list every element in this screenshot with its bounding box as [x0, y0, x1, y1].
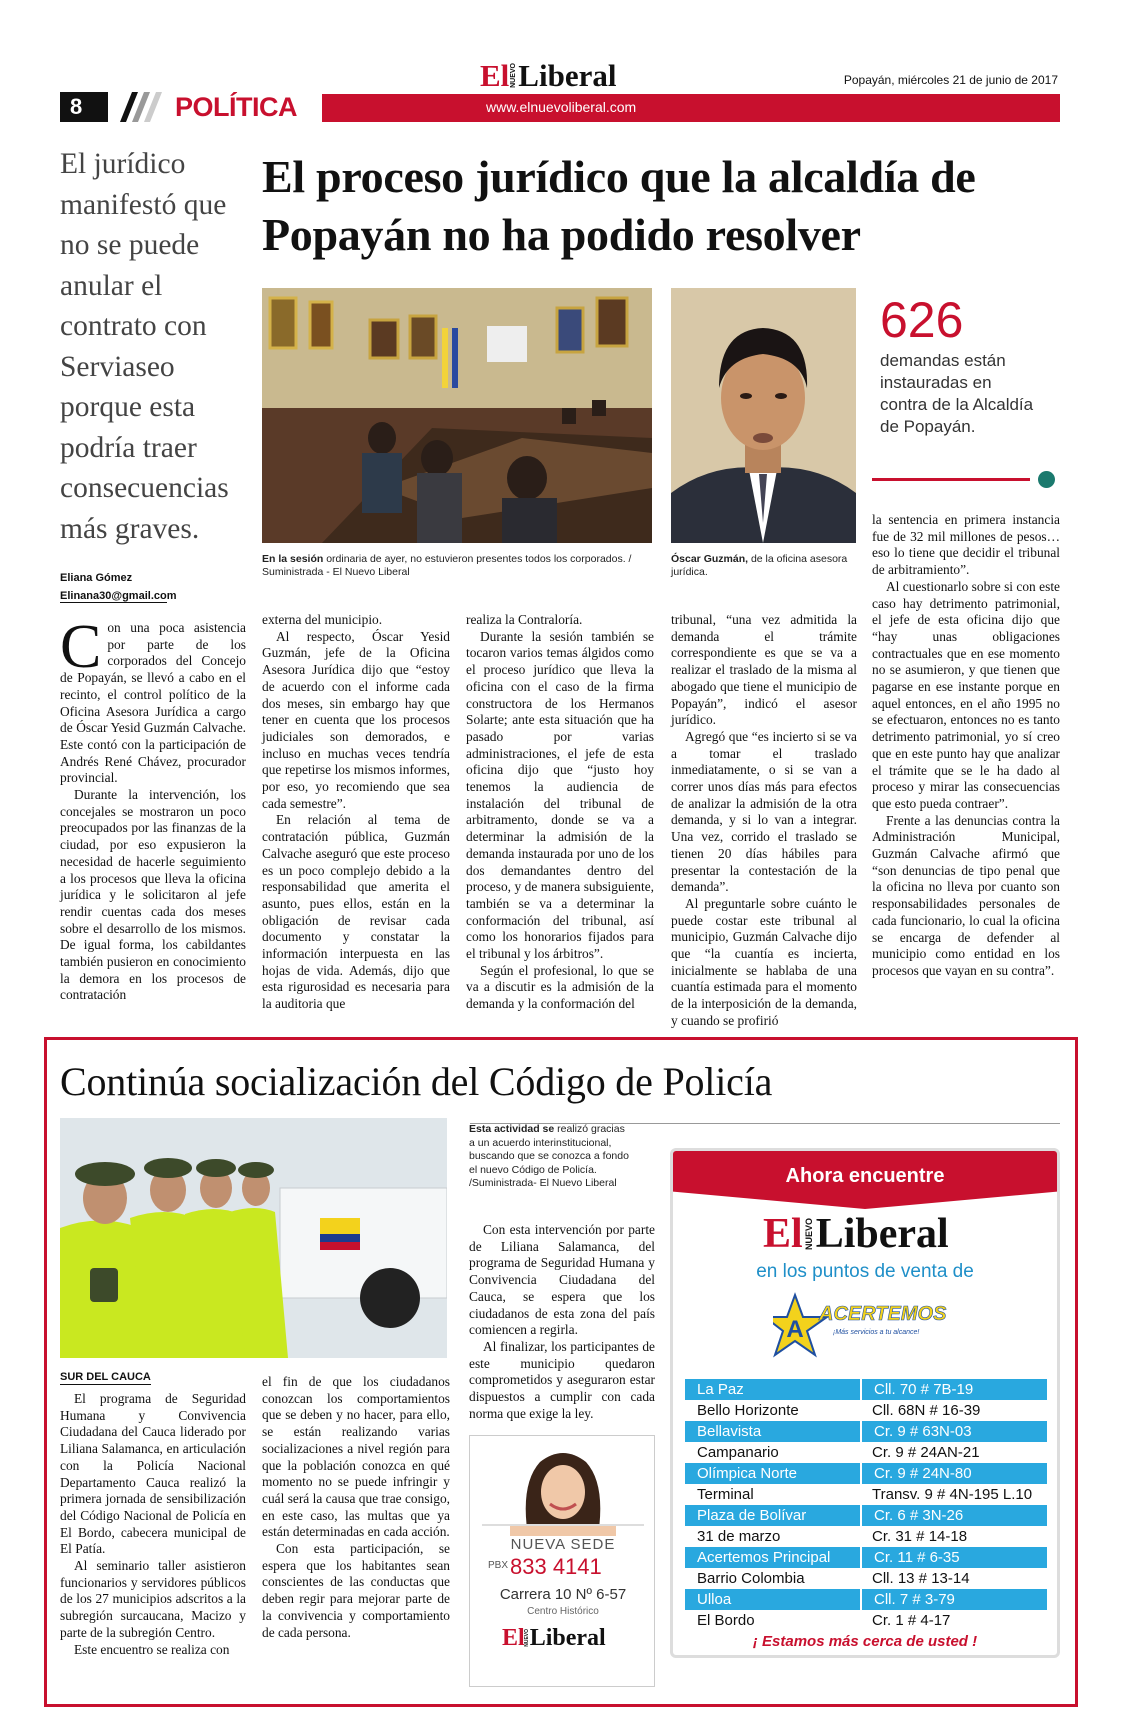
- woman-photo: [510, 1444, 616, 1536]
- acertemos-star-icon: [773, 1291, 953, 1361]
- sale-point-address: Cll. 7 # 3-79: [860, 1589, 1047, 1610]
- portrait-image: [671, 288, 856, 543]
- article2-headline: Continúa socialización del Código de Policía: [60, 1059, 773, 1104]
- logo-liberal: Liberal: [529, 1625, 606, 1651]
- paragraph: Al preguntarle sobre cuánto le puede costar este tribunal al municipio, Guzmán Calvache dijo que “la cuantía es incierta, inicialmente se hablaba de una cuantía estimada para el momento de la interposición de la demanda, y cuando se profirió: [671, 895, 857, 1028]
- section-slash-icon: [112, 92, 162, 122]
- sale-point-name: Terminal: [697, 1486, 754, 1503]
- issue-date: Popayán, miércoles 21 de junio de 2017: [843, 73, 1058, 87]
- council-session-photo: [262, 288, 652, 543]
- caption-text: realizó gracias a un acuerdo interinstitucional, buscando que se conozca a fondo el nuevo Código de Policía. /Suministrada- El Nuevo Liberal: [469, 1123, 629, 1189]
- article2-kicker: SUR DEL CAUCA: [60, 1371, 151, 1383]
- sale-point-address: Cll. 70 # 7B-19: [860, 1379, 1047, 1400]
- stat-divider: [872, 478, 1030, 481]
- points-of-sale-list: [685, 1379, 1047, 1631]
- article1-column-3: [466, 612, 654, 1013]
- section-title: POLÍTICA: [175, 92, 297, 122]
- ad-footer: ¡ Estamos más cerca de usted !: [752, 1633, 978, 1650]
- article1-column-2: [262, 612, 450, 1013]
- author-name: Eliana Gómez: [60, 572, 133, 584]
- paragraph: Al respecto, Óscar Yesid Guzmán, jefe de la Oficina Asesora Jurídica dijo que “estoy de acuerdo con el informe cada dos meses, sin embargo hay que tener en cuenta que los procesos judiciales son demorados, e incluso en muchas veces tendría que repetirse los mismos informes, por eso, yo recomiendo que sea cada semestre”.: [262, 628, 450, 811]
- paragraph: Según el profesional, lo que se va a discutir es la admisión de la demanda y la conformación del: [466, 962, 654, 1012]
- sale-point-address: Cr. 11 # 6-35: [860, 1547, 1047, 1568]
- ad-logo: [763, 1213, 949, 1255]
- portrait-photo: [671, 288, 856, 543]
- sale-point-name: La Paz: [685, 1379, 860, 1400]
- pull-quote: El jurídico manifestó que no se puede anular el contrato con Serviaseo porque esta podría traer consecuencias más graves.: [60, 148, 229, 545]
- sale-point-address: Transv. 9 # 4N-195 L.10: [872, 1486, 1033, 1503]
- paragraph: Con esta intervención por parte de Liliana Salamanca, del programa de Seguridad Humana y Convivencia Ciudadana del Cauca, se espera que los ciudadanos de esta zona del país comiencen a regirla.: [469, 1222, 655, 1338]
- paragraph: tribunal, “una vez admitida la demanda el trámite correspondiente es que se va a realizar el traslado de la misma al abogado que tiene el municipio de Popayán”, indicó el asesor jurídico.: [671, 612, 857, 728]
- sale-point-address: Cr. 9 # 63N-03: [860, 1421, 1047, 1442]
- sale-point-row: [685, 1484, 1047, 1505]
- paragraph: Con esta participación, se espera que los habitantes sean conscientes de las conductas que deben regir para mejorar parte de la convivencia y comportamiento de cada persona.: [262, 1541, 450, 1640]
- sede-title: NUEVA SEDE: [510, 1536, 616, 1553]
- stat-text: demandas están instauradas en contra de la Alcaldía de Popayán.: [880, 351, 1034, 436]
- paragraph: Al cuestionarlo sobre si con este caso hay detrimento patrimonial, el jefe de esta oficina dijo que “hay unas obligaciones contractuales que en ese momento no se asumieron, y que tienen que pagarse en ese instante porque en aquel entonces, en el año 1995 no se efectuaron, entonces no es tanto detrimento patrimonial, yo sí creo que en este punto hay que analizar el trámite que se le ha dado al proceso y mirar las consecuencias que esto pueda contraer”.: [872, 578, 1060, 811]
- paragraph: Durante la intervención, los concejales se mostraron un poco preocupados por las finanzas de la ciudad, por eso expusieron la necesidad de hacerle seguimiento a los procesos que lleva la oficina jurídica y le solicitaron al jefe rendir cuentas cada dos meses sobre el desarrollo de los mismos. De igual forma, los cabildantes también pusieron en conocimiento la demora en los procesos de contratación: [60, 787, 246, 1003]
- caption-text: de la oficina asesora jurídica.: [671, 553, 848, 578]
- sale-point-name: 31 de marzo: [697, 1528, 781, 1545]
- svg-text:A: A: [786, 1316, 804, 1343]
- paragraph: on una poca asistencia por parte de los corporados del Concejo de Popayán, se llevó a cabo en el recinto, el control político de la Oficina Asesora Jurídica a cargo de Óscar Yesid Guzmán Calvache. Este contó con la participación de Andrés René Chávez, procurador provincial.: [60, 620, 246, 786]
- sale-point-address: Cr. 9 # 24N-80: [860, 1463, 1047, 1484]
- sede-area: Centro Histórico: [527, 1606, 599, 1617]
- paragraph: Al seminario taller asistieron funcionarios y servidores públicos de los 27 municipios adscritos a la subregión surcaucana, Macizo y parte de la subregión Centro.: [60, 1558, 246, 1640]
- council-session-image: [262, 288, 652, 543]
- ad-title: Ahora encuentre: [785, 1165, 945, 1187]
- article2-caption: [469, 1123, 629, 1191]
- police-photo: [60, 1118, 447, 1358]
- sale-point-name: Campanario: [697, 1444, 779, 1461]
- council-photo-caption: [262, 553, 652, 579]
- article2-column-2: [262, 1374, 450, 1641]
- sale-point-row: [685, 1610, 1047, 1631]
- article2-column-1: [60, 1391, 246, 1658]
- paragraph: Este encuentro se realiza con: [74, 1641, 230, 1657]
- police-image: [60, 1118, 447, 1358]
- sale-point-name: Acertemos Principal: [685, 1547, 860, 1568]
- sale-point-address: Cr. 31 # 14-18: [872, 1528, 968, 1545]
- paragraph: Durante la sesión también se tocaron varios temas álgidos como el proceso jurídico que lleva la oficina con el caso de la firma constructora de los Hermanos Solarte; ante esta situación que ha pasado por varias administraciones, el jefe de esta oficina dijo que “justo hoy tenemos la audiencia de instalación del tribunal de arbitramento, donde se va a determinar la admisión de la demanda instaurada por uno de los dos demandantes dentro del proceso, y de manera subsiguiente, también se va a determinar la conformación del tribunal, así como los honorarios fijados para el tribunal y los árbitros”.: [466, 628, 654, 962]
- pbx-label: PBX: [488, 1560, 509, 1571]
- article1-column-4: [671, 612, 857, 1030]
- logo-el: El: [502, 1625, 525, 1651]
- sale-point-address: Cr. 9 # 24AN-21: [872, 1444, 980, 1461]
- sale-point-name: Bello Horizonte: [697, 1402, 799, 1419]
- article1-column-1: [60, 613, 246, 1004]
- sale-point-row: [685, 1505, 1047, 1526]
- caption-bold: En la sesión: [262, 553, 324, 565]
- stat-dot-icon: [1038, 471, 1055, 488]
- masthead-logo: [480, 58, 616, 92]
- nueva-sede-ad[interactable]: [469, 1435, 655, 1687]
- paragraph: el fin de que los ciudadanos conozcan los comportamientos que se deben y no hacer, para ello, se están realizando varias socializaciones a nivel región para que la población conozca en qué momento no se puede infringir y cuál será la causa que trae consigo, en este caso, las multas que ya están determinadas en cada acción.: [262, 1374, 450, 1540]
- acertemos-logo: [773, 1291, 953, 1361]
- sale-point-address: Cr. 6 # 3N-26: [860, 1505, 1047, 1526]
- caption-text: ordinaria de ayer, no estuvieron presentes todos los corporados. / Suministrada - El Nuevo Liberal: [262, 553, 632, 578]
- sede-phone[interactable]: 833 4141: [510, 1554, 602, 1579]
- sale-point-name: El Bordo: [697, 1612, 755, 1629]
- paragraph: externa del municipio.: [262, 612, 383, 627]
- sale-point-name: Barrio Colombia: [697, 1570, 805, 1587]
- paragraph: Frente a las denuncias contra la Administración Municipal, Guzmán Calvache afirmó que “son denuncias de tipo penal que la oficina no lleva por cuanto son responsabilidades personales de cada funcionario, lo cual la oficina se encarga de defender al municipio como entidad en los procesos que vayan en su contra”.: [872, 812, 1060, 978]
- logo-nuevo: NUEVO: [510, 62, 518, 88]
- sale-point-name: Olímpica Norte: [685, 1463, 860, 1484]
- logo-liberal: Liberal: [815, 1211, 949, 1257]
- sale-point-row: [685, 1526, 1047, 1547]
- author-email[interactable]: Elinana30@gmail.com: [60, 590, 177, 602]
- logo-el: El: [763, 1211, 803, 1257]
- header-red-bar: [322, 94, 1060, 122]
- paragraph: En relación al tema de contratación pública, Guzmán Calvache aseguró que este proceso es un poco complejo debido a la responsabilidad que amerita el asunto, pues ellos, están en la obligación de revisar cada documento y constatar la información interpuesta en las hojas de vida. Además, dijo que esta rigurosidad es necesaria para la auditoria que: [262, 812, 450, 1012]
- paragraph: Al finalizar, los participantes de este municipio quedaron comprometidos y aseguraron estar dispuestos a cumplir con cada norma que exige la ley.: [469, 1338, 655, 1421]
- logo-el: El: [480, 57, 510, 93]
- sale-point-address: Cr. 1 # 4-17: [872, 1612, 951, 1629]
- sale-point-row: [685, 1547, 1047, 1568]
- stat-number: 626: [880, 292, 964, 348]
- dropcap: C: [60, 613, 102, 681]
- sale-point-name: Ulloa: [685, 1589, 860, 1610]
- acertemos-brand: ACERTEMOS: [819, 1303, 947, 1325]
- article1-headline: El proceso jurídico que la alcaldía de Popayán no ha podido resolver: [262, 151, 976, 260]
- sale-point-name: Plaza de Bolívar: [685, 1505, 860, 1526]
- sede-address: Carrera 10 Nº 6-57: [499, 1586, 627, 1603]
- sede-logo: [502, 1626, 606, 1650]
- sale-point-row: [685, 1421, 1047, 1442]
- logo-liberal: Liberal: [518, 57, 617, 93]
- sale-point-row: [685, 1589, 1047, 1610]
- website-link[interactable]: www.elnuevoliberal.com: [486, 99, 637, 115]
- sale-point-row: [685, 1442, 1047, 1463]
- acertemos-tagline: ¡Más servicios a tu alcance!: [833, 1329, 920, 1336]
- paragraph: El programa de Seguridad Humana y Convivencia Ciudadana del Cauca liderado por Liliana Salamanca, en articulación con la Policía Nacional Departamento Cauca realizó la primera jornada de sensibilización del Código Nacional de Policía en El Bordo, cabecera municipal de El Patía.: [60, 1391, 246, 1557]
- portrait-caption: [671, 553, 856, 579]
- paragraph: realiza la Contraloría.: [466, 612, 583, 627]
- article2-column-3: [469, 1222, 655, 1422]
- caption-bold: Esta actividad se: [469, 1123, 555, 1135]
- puntos-venta-ad[interactable]: [670, 1148, 1060, 1658]
- sale-point-row: [685, 1568, 1047, 1589]
- logo-nuevo: NUEVO: [523, 1629, 530, 1647]
- caption-bold: Óscar Guzmán,: [671, 553, 749, 565]
- sale-point-row: [685, 1379, 1047, 1400]
- sale-point-address: Cll. 68N # 16-39: [872, 1402, 981, 1419]
- sale-point-row: [685, 1463, 1047, 1484]
- sale-point-name: Bellavista: [685, 1421, 860, 1442]
- article1-column-5: [872, 512, 1060, 980]
- sale-point-row: [685, 1400, 1047, 1421]
- paragraph: Agregó que “es incierto si se va a tomar el traslado inmediatamente, o si se van a correr unos días más para efectos de analizar la admisión de la otra demanda, y si lo van a integrar. Una vez, corrido el traslado se tienen 20 días hábiles para presentar la contestación de la demanda”.: [671, 728, 857, 895]
- ad-subtitle: en los puntos de venta de: [756, 1261, 974, 1282]
- sale-point-address: Cll. 13 # 13-14: [872, 1570, 970, 1587]
- paragraph: la sentencia en primera instancia fue de 32 mil millones de pesos… eso lo tiene que decidir el tribunal de arbitramiento”.: [872, 512, 1060, 578]
- page-number: 8: [60, 92, 108, 122]
- logo-nuevo: NUEVO: [803, 1217, 814, 1250]
- ad-white-card: [482, 1524, 644, 1526]
